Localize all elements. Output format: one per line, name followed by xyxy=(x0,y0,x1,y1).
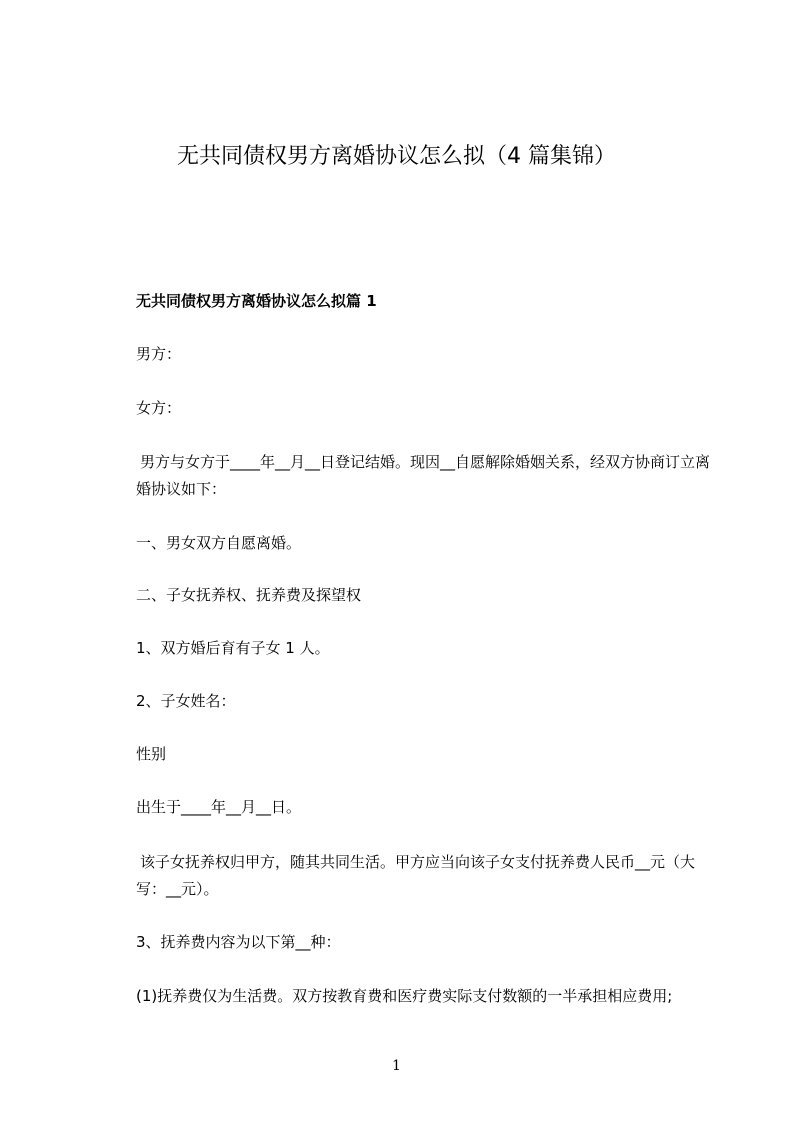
paragraph-child-gender: 性别 xyxy=(136,745,167,763)
paragraph-support-option-1: (1)抚养费仅为生活费。双方按教育费和医疗费实际支付数额的一半承担相应费用; xyxy=(136,987,673,1005)
paragraph-clause-2-heading: 二、子女抚养权、抚养费及探望权 xyxy=(136,586,362,604)
paragraph-clause-1: 一、男女双方自愿离婚。 xyxy=(136,534,302,552)
paragraph-support-content: 3、抚养费内容为以下第__种： xyxy=(136,933,341,951)
page-number: 1 xyxy=(392,1058,401,1074)
document-title: 无共同债权男方离婚协议怎么拟（4 篇集锦） xyxy=(177,144,616,169)
section-heading: 无共同债权男方离婚协议怎么拟篇 1 xyxy=(136,292,377,310)
paragraph-child-birth: 出生于____年__月__日。 xyxy=(136,798,302,816)
paragraph-child-name: 2、子女姓名： xyxy=(136,692,236,710)
paragraph-male-party: 男方： xyxy=(136,345,182,363)
paragraph-custody-support: 该子女抚养权归甲方，随其共同生活。甲方应当向该子女支付抚养费人民币__元（大写：__元）。 xyxy=(136,853,696,898)
paragraph-female-party: 女方： xyxy=(136,399,182,417)
paragraph-children-count: 1、双方婚后育有子女 1 人。 xyxy=(136,639,330,657)
paragraph-marriage-registration: 男方与女方于____年__月__日登记结婚。现因__自愿解除婚姻关系，经双方协商订立离婚协议如下： xyxy=(136,453,711,498)
